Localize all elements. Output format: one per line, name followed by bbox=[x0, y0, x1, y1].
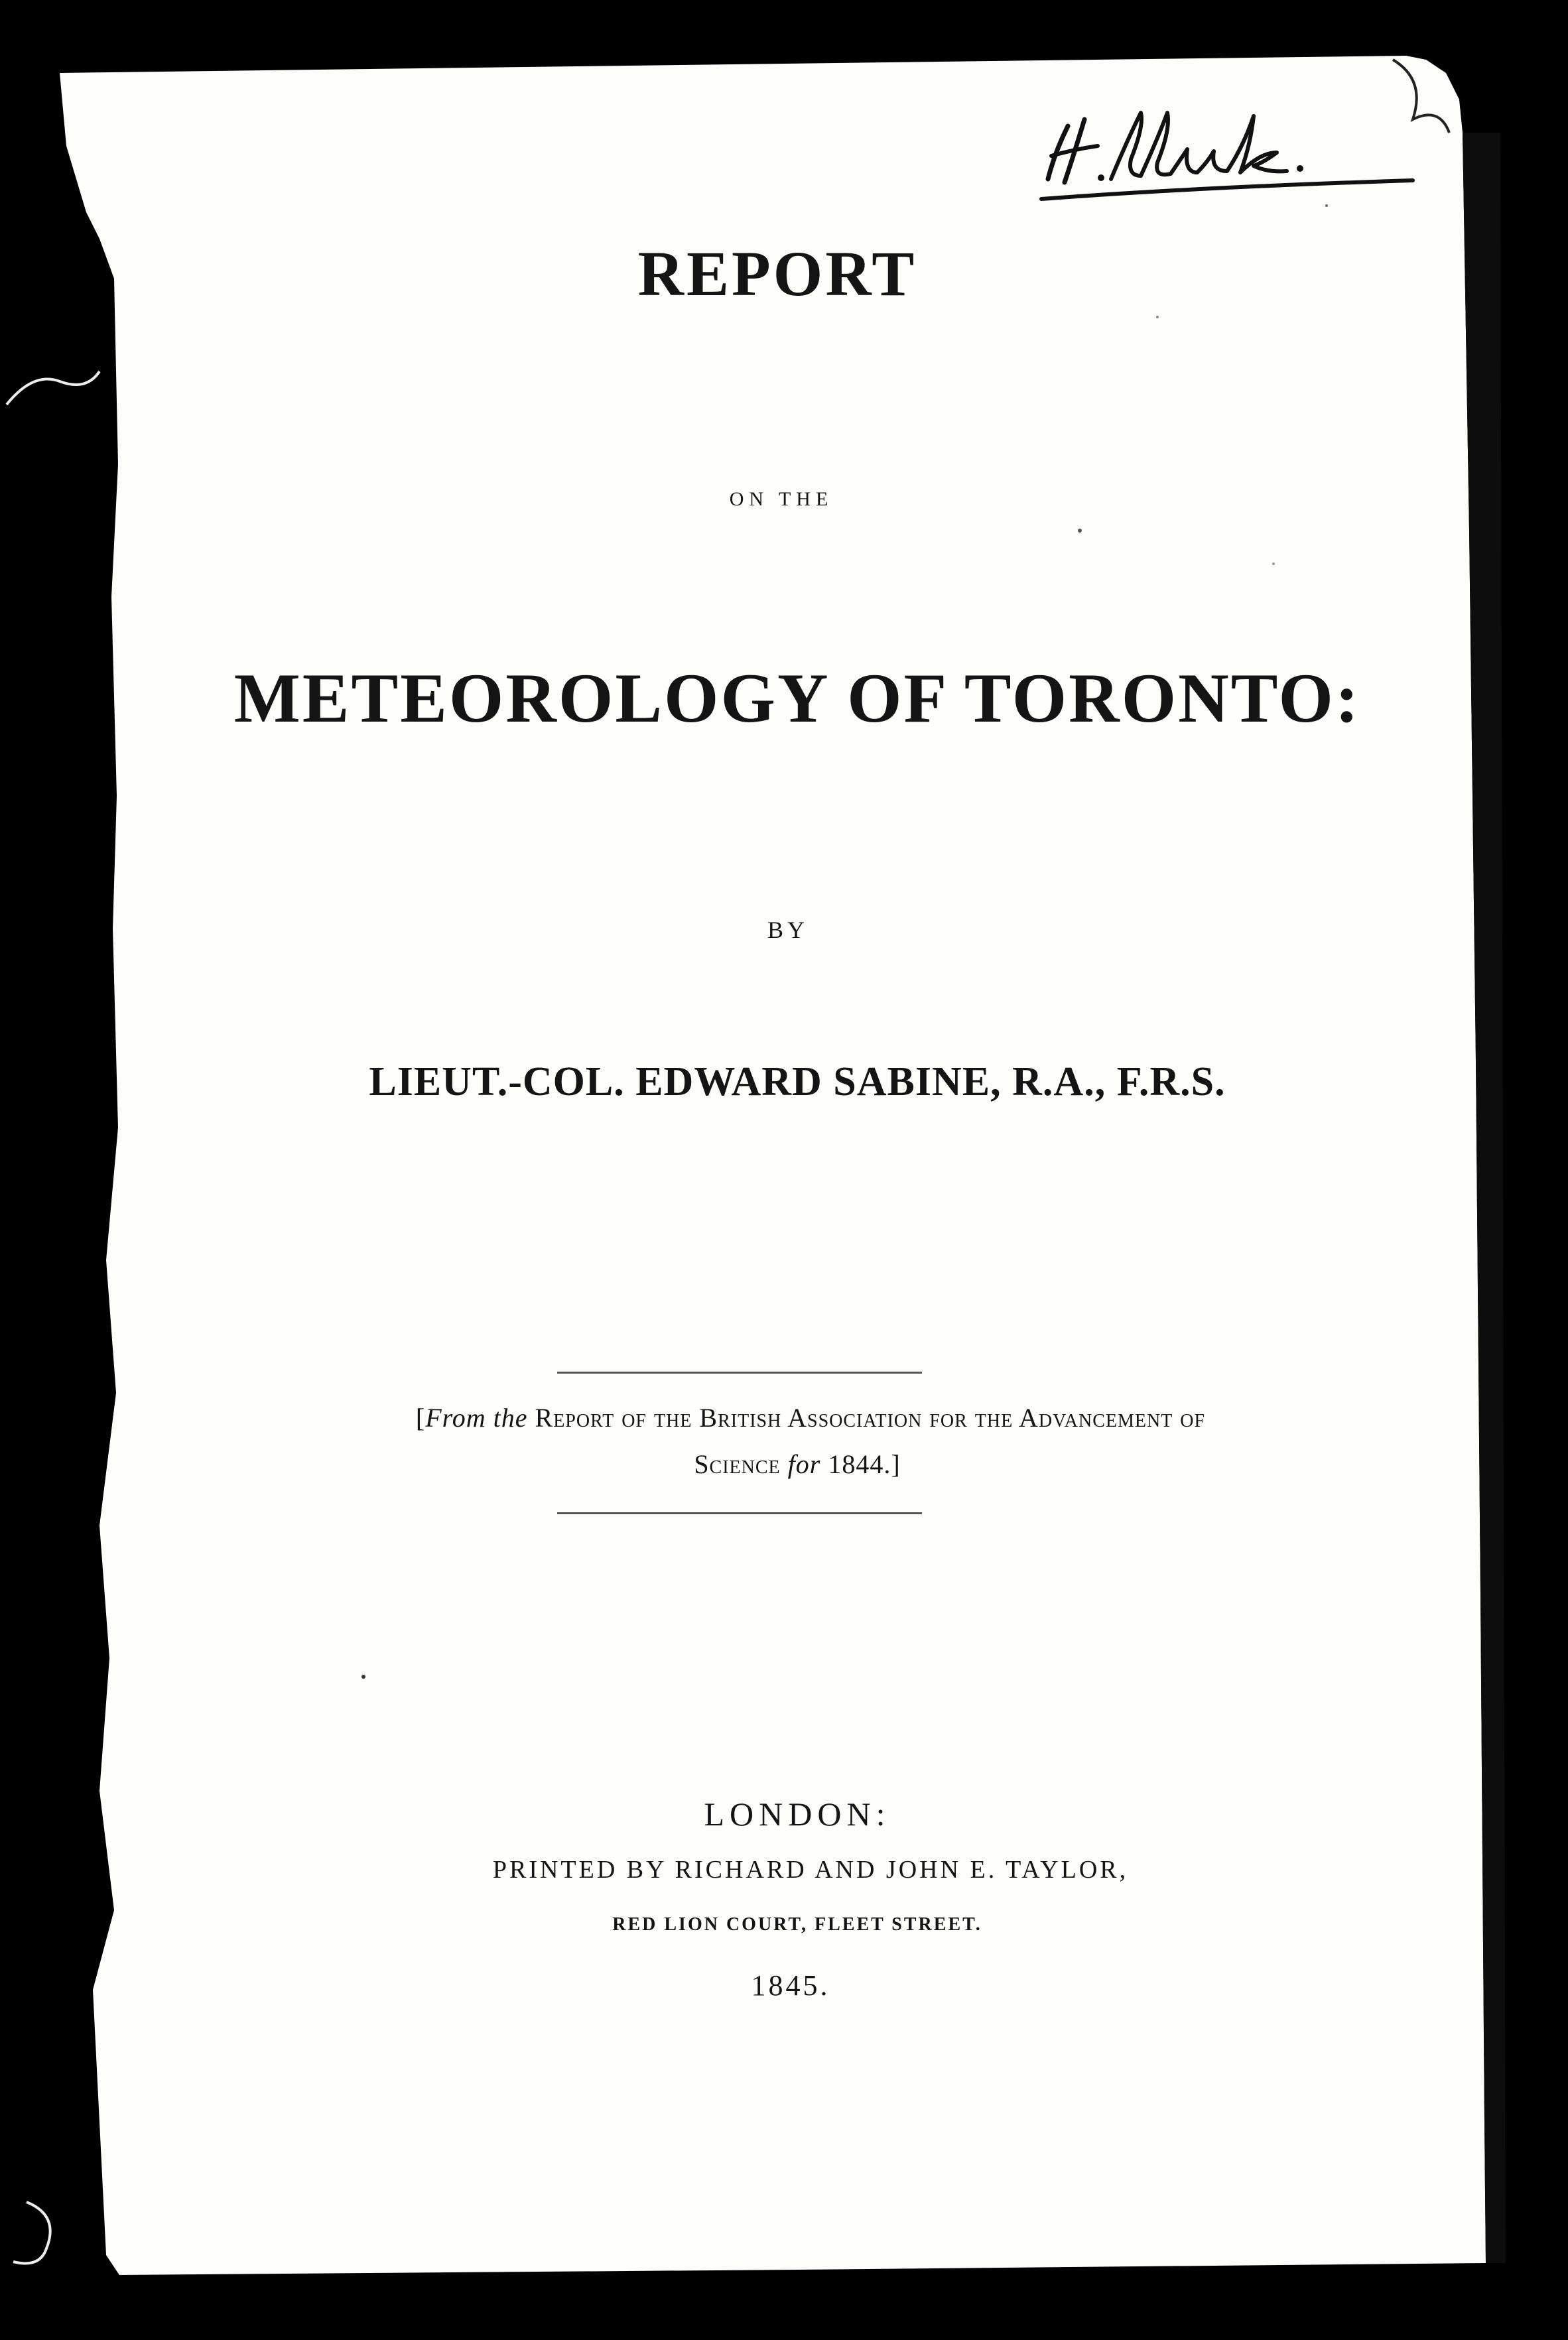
source-year: 1844. bbox=[828, 1449, 891, 1479]
by-text: BY bbox=[767, 917, 809, 943]
source-from-the: From the bbox=[425, 1403, 528, 1433]
imprint-printer: PRINTED BY RICHARD AND JOHN E. TAYLOR, bbox=[492, 1856, 1129, 1884]
author-name: LIEUT.-COL. EDWARD SABINE, R.A., F.R.S. bbox=[369, 1059, 1226, 1104]
source-for: for bbox=[787, 1449, 821, 1479]
subject-heading: METEOROLOGY OF TORONTO: bbox=[233, 659, 1361, 737]
title: REPORT bbox=[637, 238, 917, 309]
handwritten-signature bbox=[1035, 99, 1433, 212]
source-close-bracket: ] bbox=[891, 1449, 901, 1479]
source-report-title: Report of the British Association for the Advancement of bbox=[535, 1403, 1206, 1433]
bottom-divider bbox=[557, 1512, 922, 1514]
top-divider bbox=[557, 1372, 922, 1374]
on-the-text: ON THE bbox=[729, 488, 834, 510]
source-note-line-2 bbox=[13, 1451, 1568, 1478]
source-note-line-1 bbox=[27, 1405, 1568, 1431]
source-open-bracket: [ bbox=[415, 1403, 426, 1433]
imprint-year: 1845. bbox=[751, 1969, 830, 2002]
source-science: Science bbox=[694, 1449, 781, 1479]
imprint-city: LONDON: bbox=[704, 1795, 891, 1833]
imprint-address: RED LION COURT, FLEET STREET. bbox=[612, 1914, 982, 1935]
